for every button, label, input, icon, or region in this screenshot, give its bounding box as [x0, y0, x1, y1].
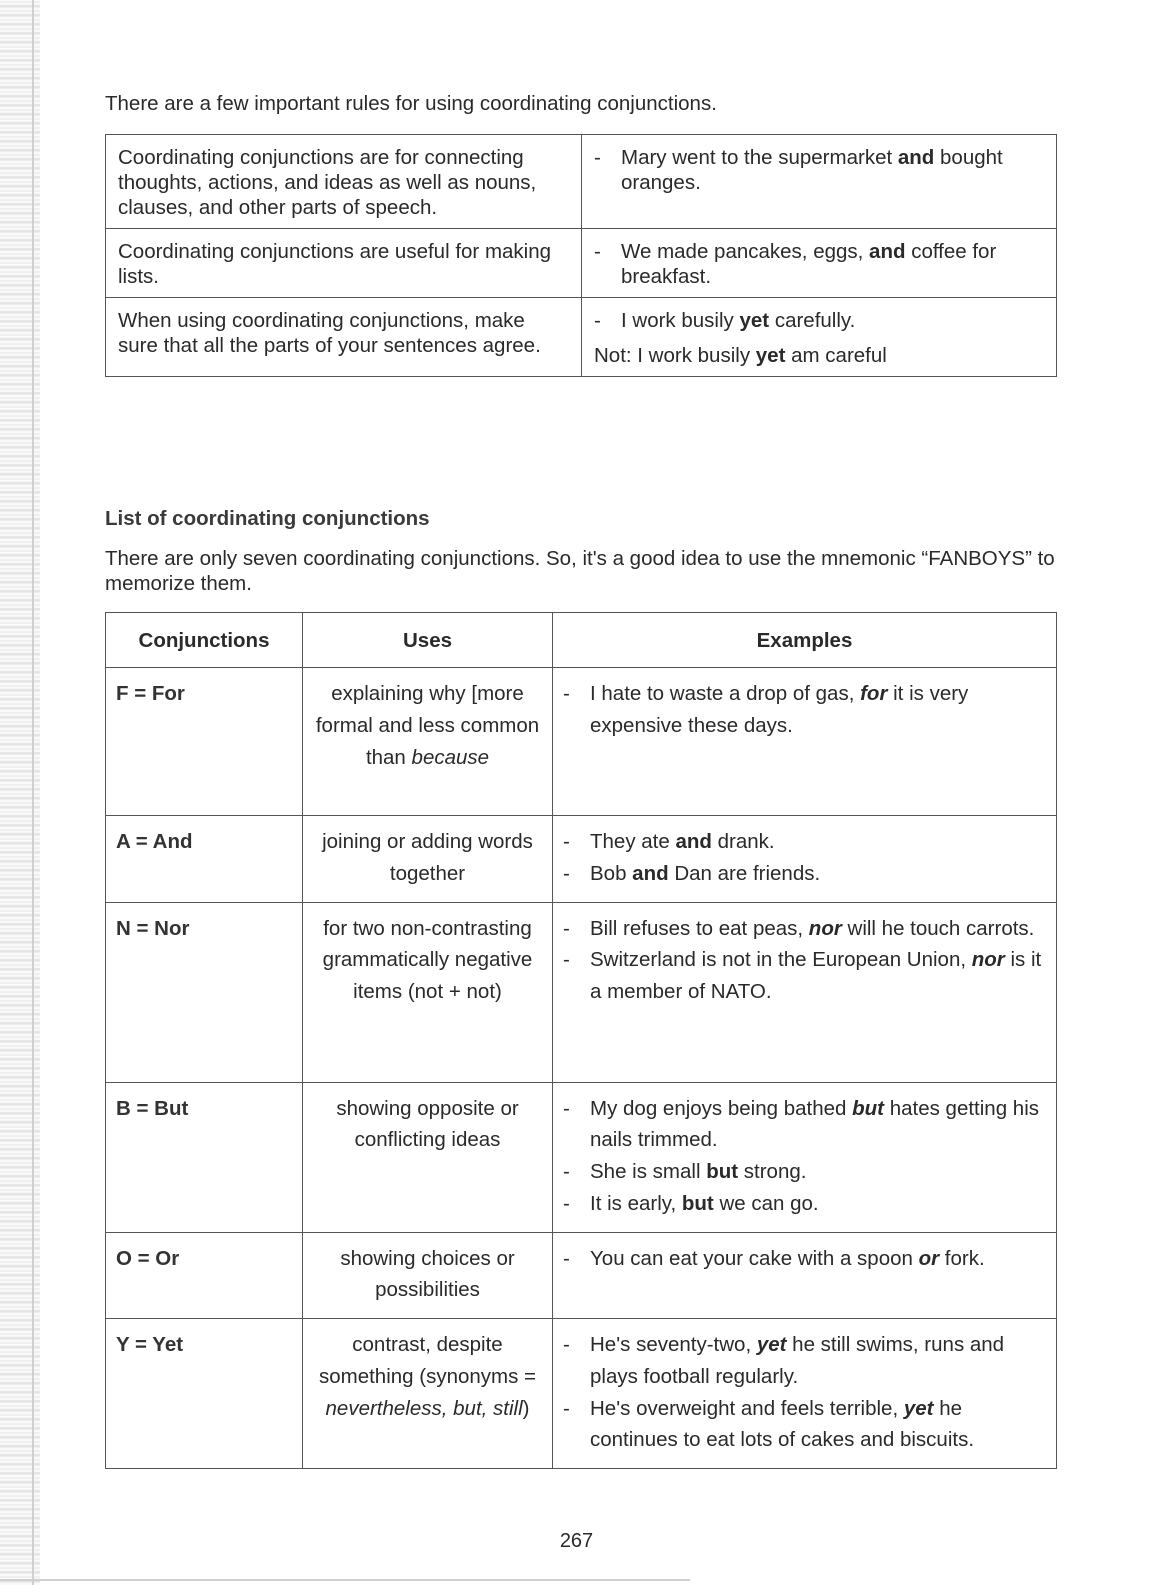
- table-row: [106, 902, 1057, 1082]
- dash: -: [563, 1333, 570, 1357]
- conjunction-use: [303, 1319, 553, 1469]
- dash: -: [563, 1396, 570, 1420]
- conjunction-keyword: and: [675, 830, 712, 853]
- use-text: ): [522, 1396, 530, 1420]
- dash: -: [563, 1246, 570, 1270]
- example-text: we can go.: [713, 1191, 819, 1215]
- rule-text: When using coordinating conjunctions, make sure that all the parts of your sentences agree.: [106, 298, 582, 377]
- conjunction-label: B = But: [106, 1082, 303, 1232]
- example-text: Switzerland is not in the European Union,: [590, 948, 972, 972]
- conjunction-label: F = For: [106, 668, 303, 816]
- example-text: You can eat your cake with a spoon: [590, 1246, 919, 1270]
- conjunction-use: [303, 668, 553, 816]
- conjunction-label: A = And: [106, 816, 303, 903]
- rule-example: [582, 229, 1057, 298]
- example-text: will he touch carrots.: [841, 916, 1035, 940]
- conjunction-keyword: or: [918, 1246, 940, 1270]
- conjunction-examples: [553, 1082, 1057, 1232]
- rule-example: [582, 298, 1057, 377]
- book-spine-shadow: [0, 0, 40, 1585]
- conjunction-keyword: and: [869, 240, 906, 263]
- example-text: strong.: [738, 1160, 807, 1184]
- conjunction-label: N = Nor: [106, 902, 303, 1082]
- example-text: he still swims, runs and plays football regularly.: [590, 1333, 1005, 1388]
- example-text: I work busily: [621, 309, 740, 332]
- conjunction-keyword: but: [852, 1096, 885, 1120]
- table-row: [106, 1319, 1057, 1469]
- example-text: hates getting his nails trimmed.: [590, 1096, 1040, 1152]
- use-italic-text: because: [411, 745, 490, 769]
- example-text: he continues to eat lots of cakes and biscuits.: [590, 1396, 975, 1452]
- rules-table: [105, 134, 1057, 377]
- dash: -: [563, 830, 570, 853]
- rules-row: [106, 229, 1057, 298]
- dash: -: [594, 146, 601, 169]
- dash: -: [563, 916, 570, 940]
- incorrect-example: [594, 343, 1044, 368]
- conjunction-keyword: yet: [903, 1396, 934, 1420]
- page-number: 267: [559, 1530, 594, 1552]
- conjunction-keyword: and: [632, 861, 669, 885]
- conjunction-examples: [553, 902, 1057, 1082]
- example-text: drank.: [711, 830, 775, 853]
- example-text: fork.: [939, 1246, 985, 1270]
- table-header-row: [106, 613, 1057, 668]
- conjunction-examples: [553, 1232, 1057, 1319]
- dash: -: [563, 1096, 570, 1120]
- example-text: Not: I work busily: [594, 344, 756, 367]
- example-text: My dog enjoys being bathed: [590, 1096, 853, 1120]
- table-row: [106, 1232, 1057, 1319]
- conjunction-keyword: yet: [756, 1333, 787, 1357]
- dash: -: [594, 309, 601, 332]
- example-text: it is very expensive these days.: [590, 682, 969, 737]
- conjunction-examples: [553, 668, 1057, 816]
- example-text: coffee for breakfast.: [621, 240, 997, 288]
- example-text: We made pancakes, eggs,: [621, 240, 870, 263]
- table-row: [106, 816, 1057, 903]
- conjunctions-table: [105, 612, 1057, 1469]
- conjunction-keyword: and: [897, 146, 935, 169]
- dash: -: [563, 682, 570, 705]
- example-text: She is small: [590, 1160, 707, 1184]
- conjunction-use: joining or adding words together: [303, 816, 553, 903]
- example-text: They ate: [590, 830, 676, 853]
- conjunction-keyword: yet: [755, 344, 786, 367]
- dash: -: [563, 861, 570, 885]
- rules-row: [106, 298, 1057, 377]
- column-header-examples: Examples: [553, 613, 1057, 668]
- example-text: He's seventy-two,: [590, 1333, 757, 1357]
- example-text: bought oranges.: [621, 146, 1003, 194]
- conjunction-use: showing opposite or conflicting ideas: [303, 1082, 553, 1232]
- conjunction-keyword: but: [706, 1160, 739, 1184]
- conjunction-examples: [553, 816, 1057, 903]
- table-row: [106, 668, 1057, 816]
- scan-edge-line: [0, 1579, 690, 1581]
- conjunction-keyword: but: [681, 1191, 714, 1215]
- intro-text: There are a few important rules for using coordinating conjunctions.: [105, 92, 717, 115]
- column-header-conjunctions: Conjunctions: [106, 613, 303, 668]
- column-header-uses: Uses: [303, 613, 553, 668]
- rules-row: [106, 135, 1057, 229]
- example-text: It is early,: [590, 1191, 682, 1215]
- example-text: He's overweight and feels terrible,: [590, 1396, 904, 1420]
- use-text: contrast, despite something (synonyms =: [318, 1333, 537, 1388]
- dash: -: [594, 240, 601, 263]
- example-text: carefully.: [769, 309, 856, 332]
- section-heading: List of coordinating conjunctions: [105, 507, 430, 530]
- conjunction-keyword: yet: [739, 309, 770, 332]
- table-row: [106, 1082, 1057, 1232]
- conjunction-keyword: nor: [971, 948, 1005, 972]
- example-text: I hate to waste a drop of gas,: [590, 682, 861, 705]
- conjunction-examples: [553, 1319, 1057, 1469]
- section-text: There are only seven coordinating conjunctions. So, it's a good idea to use the mnemonic “FANBOYS” to memorize them.: [105, 547, 1055, 595]
- use-italic-text: nevertheless, but, still: [325, 1396, 523, 1420]
- dash: -: [563, 1160, 570, 1184]
- use-text: explaining why [more formal and less common than: [315, 682, 540, 769]
- dash: -: [563, 1191, 570, 1215]
- conjunction-keyword: for: [860, 682, 888, 705]
- conjunction-label: Y = Yet: [106, 1319, 303, 1469]
- example-text: Dan are friends.: [668, 861, 821, 885]
- rule-example: [582, 135, 1057, 229]
- rule-text: Coordinating conjunctions are for connecting thoughts, actions, and ideas as well as nouns, clauses, and other parts of speech.: [106, 135, 582, 229]
- conjunction-keyword: nor: [808, 916, 842, 940]
- dash: -: [563, 948, 570, 972]
- example-text: Mary went to the supermarket: [621, 146, 898, 169]
- example-text: am careful: [785, 344, 887, 367]
- example-text: is it a member of NATO.: [590, 948, 1042, 1004]
- example-text: Bill refuses to eat peas,: [590, 916, 809, 940]
- conjunction-use: showing choices or possibilities: [303, 1232, 553, 1319]
- rule-text: Coordinating conjunctions are useful for making lists.: [106, 229, 582, 298]
- conjunction-use: for two non-contrasting grammatically negative items (not + not): [303, 902, 553, 1082]
- conjunction-label: O = Or: [106, 1232, 303, 1319]
- example-text: Bob: [590, 861, 633, 885]
